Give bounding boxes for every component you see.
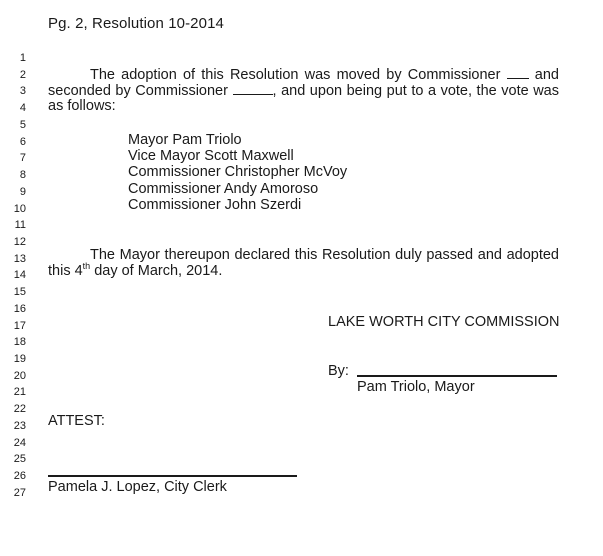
vote-commissioner-amoroso: Commissioner Andy Amoroso <box>128 181 319 197</box>
paragraph2-line2 <box>48 263 222 280</box>
line-number: 12 <box>13 235 26 248</box>
line-number: 20 <box>13 369 26 382</box>
line-number: 15 <box>13 286 26 299</box>
line-number: 19 <box>13 353 26 365</box>
mayor-signature-line <box>357 375 557 377</box>
paragraph2-text-a: The Mayor thereupon declared this Resolution duly passed and adopted <box>90 247 559 263</box>
paragraph1-text-c: seconded by Commissioner <box>48 83 228 99</box>
line-number: 13 <box>13 252 26 265</box>
paragraph1-line3: as follows: <box>48 98 116 114</box>
line-number: 6 <box>19 135 26 148</box>
line-number: 23 <box>13 419 26 432</box>
line-number: 24 <box>13 436 26 449</box>
vote-vice-mayor: Vice Mayor Scott Maxwell <box>128 148 294 164</box>
paragraph1-line2 <box>48 82 559 100</box>
paragraph1-text-d: , and upon being put to a vote, the vote was <box>272 83 559 99</box>
line-number: 3 <box>19 85 26 98</box>
ordinal-suffix: th <box>82 261 91 272</box>
paragraph1-text-b: and <box>534 67 559 83</box>
line-number: 10 <box>13 202 26 215</box>
blank-commissioner-moved <box>507 66 529 79</box>
mayor-signature-name: Pam Triolo, Mayor <box>357 379 475 395</box>
clerk-signature-line <box>48 475 297 477</box>
vote-commissioner-szerdi: Commissioner John Szerdi <box>128 197 302 213</box>
vote-mayor: Mayor Pam Triolo <box>128 132 242 148</box>
line-number: 18 <box>13 336 26 349</box>
line-number: 27 <box>13 486 26 499</box>
line-number: 26 <box>13 470 26 482</box>
line-number: 25 <box>13 453 26 466</box>
line-number: 2 <box>19 68 26 81</box>
line-number: 7 <box>19 152 26 165</box>
line-number: 1 <box>19 52 26 64</box>
paragraph2-text-c: day of March, 2014. <box>90 263 223 279</box>
paragraph2-line1 <box>48 247 559 264</box>
line-number: 8 <box>19 169 26 181</box>
line-number: 14 <box>13 269 26 282</box>
line-number: 4 <box>19 102 26 115</box>
paragraph1-text-a: The adoption of this Resolution was moved by Commissioner <box>90 67 501 83</box>
vote-commissioner-mcvoy: Commissioner Christopher McVoy <box>128 164 348 180</box>
paragraph2-text-b: this 4 <box>48 263 83 279</box>
commission-title: LAKE WORTH CITY COMMISSION <box>328 314 560 330</box>
line-number: 5 <box>19 118 26 131</box>
line-number: 17 <box>13 319 26 332</box>
line-number: 11 <box>14 219 26 232</box>
blank-commissioner-seconded <box>233 82 273 95</box>
by-label: By: <box>328 363 349 379</box>
clerk-signature-name: Pamela J. Lopez, City Clerk <box>48 479 227 495</box>
page-header: Pg. 2, Resolution 10-2014 <box>48 15 224 32</box>
line-number: 16 <box>13 302 26 315</box>
line-number: 9 <box>19 185 26 198</box>
line-number: 21 <box>13 386 26 399</box>
line-number: 22 <box>13 403 26 416</box>
attest-label: ATTEST: <box>48 413 105 429</box>
